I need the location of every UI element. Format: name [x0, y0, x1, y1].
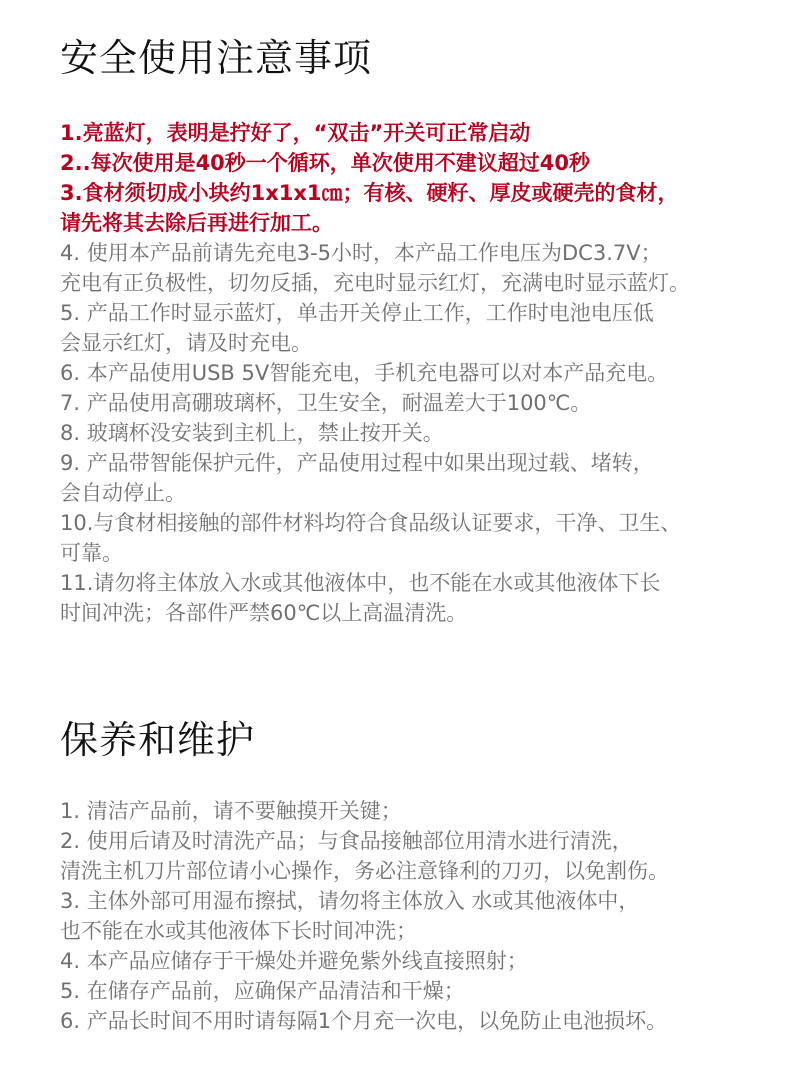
- safety-item-7: 7. 产品使用高硼玻璃杯，卫生安全，耐温差大于100℃。: [60, 391, 592, 415]
- safety-item-6: 6. 本产品使用USB 5V智能充电，手机充电器可以对本产品充电。: [60, 361, 669, 385]
- care-item-1: 1. 清洁产品前，请不要触摸开关键；: [60, 799, 402, 823]
- safety-item-3: 3.食材须切成小块约1x1x1㎝；有核、硬籽、厚皮或硬壳的食材， 请先将其去除后再进行加工。: [60, 181, 679, 235]
- safety-list: [60, 118, 770, 628]
- care-item-4: 4. 本产品应储存于干燥处并避免紫外线直接照射；: [60, 949, 528, 973]
- care-item-5: 5. 在储存产品前，应确保产品清洁和干燥；: [60, 979, 465, 1003]
- safety-item-1: 1.亮蓝灯，表明是拧好了，“双击”开关可正常启动: [60, 121, 531, 145]
- safety-item-10: 10.与食材相接触的部件材料均符合食品级认证要求，干净、卫生、 可靠。: [60, 511, 682, 565]
- safety-item-4: 4. 使用本产品前请先充电3-5小时，本产品工作电压为DC3.7V； 充电有正负极性，切勿反插，充电时显示红灯，充满电时显示蓝灯。: [60, 241, 690, 295]
- care-section: [60, 712, 770, 1036]
- safety-item-5: 5. 产品工作时显示蓝灯，单击开关停止工作，工作时电池电压低 会显示红灯，请及时充电。: [60, 301, 654, 355]
- care-item-6: 6. 产品长时间不用时请每隔1个月充一次电，以免防止电池损坏。: [60, 1009, 668, 1033]
- safety-item-8: 8. 玻璃杯没安装到主机上，禁止按开关。: [60, 421, 444, 445]
- care-item-3: 3. 主体外部可用湿布擦拭，请勿将主体放入 水或其他液体中， 也不能在水或其他液体下长时间冲洗；: [60, 889, 640, 943]
- safety-section: [60, 30, 770, 628]
- safety-item-9: 9. 产品带智能保护元件，产品使用过程中如果出现过载、堵转， 会自动停止。: [60, 451, 654, 505]
- care-item-2: 2. 使用后请及时清洗产品；与食品接触部位用清水进行清洗， 清洗主机刀片部位请小心操作，务必注意锋利的刀刃，以免割伤。: [60, 829, 669, 883]
- care-title: 保养和维护: [60, 718, 256, 762]
- safety-item-2: 2..每次使用是40秒一个循环，单次使用不建议超过40秒: [60, 151, 591, 175]
- care-list: [60, 796, 770, 1036]
- safety-item-11: 11.请勿将主体放入水或其他液体中，也不能在水或其他液体下长 时间冲洗；各部件严禁60℃以上高温清洗。: [60, 571, 661, 625]
- safety-title: 安全使用注意事项: [60, 36, 373, 80]
